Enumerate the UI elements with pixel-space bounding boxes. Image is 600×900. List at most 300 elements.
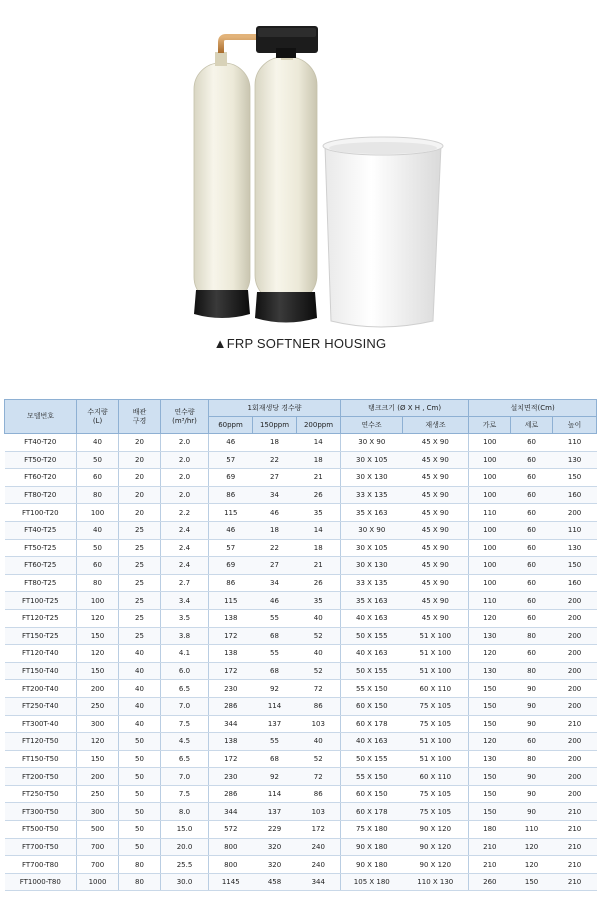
- cell-model: FT120-T50: [5, 733, 77, 751]
- table-row: [5, 486, 597, 504]
- cell-pipe: 40: [119, 697, 161, 715]
- cell-height: 150: [553, 469, 597, 487]
- cell-softener-tank: 60 X 150: [341, 785, 403, 803]
- cell-resin: 120: [77, 733, 119, 751]
- cell-softener-tank: 55 X 150: [341, 680, 403, 698]
- cell-60ppm: 800: [209, 856, 253, 874]
- cell-150ppm: 55: [253, 645, 297, 663]
- cell-200ppm: 240: [297, 838, 341, 856]
- table-row: [5, 803, 597, 821]
- cell-200ppm: 21: [297, 557, 341, 575]
- control-valve: [256, 26, 318, 58]
- table-row: [5, 838, 597, 856]
- cell-width: 120: [469, 645, 511, 663]
- cell-resin: 40: [77, 434, 119, 452]
- cell-height: 210: [553, 821, 597, 839]
- cell-width: 100: [469, 469, 511, 487]
- cell-model: FT250-T50: [5, 785, 77, 803]
- cell-height: 210: [553, 856, 597, 874]
- cell-brine-tank: 45 X 90: [403, 574, 469, 592]
- cell-height: 210: [553, 803, 597, 821]
- cell-softener-tank: 90 X 180: [341, 856, 403, 874]
- cell-flow: 2.4: [161, 557, 209, 575]
- cell-60ppm: 86: [209, 486, 253, 504]
- cell-model: FT150-T50: [5, 750, 77, 768]
- cell-height: 200: [553, 504, 597, 522]
- cell-depth: 60: [511, 574, 553, 592]
- cell-width: 210: [469, 856, 511, 874]
- cell-softener-tank: 33 X 135: [341, 574, 403, 592]
- cell-softener-tank: 60 X 178: [341, 803, 403, 821]
- cell-depth: 90: [511, 803, 553, 821]
- table-row: [5, 434, 597, 452]
- cell-resin: 1000: [77, 873, 119, 891]
- cell-softener-tank: 60 X 150: [341, 697, 403, 715]
- cell-60ppm: 800: [209, 838, 253, 856]
- cell-60ppm: 286: [209, 697, 253, 715]
- cell-resin: 700: [77, 838, 119, 856]
- cell-depth: 90: [511, 715, 553, 733]
- spec-table-body: [5, 434, 597, 891]
- cell-200ppm: 40: [297, 733, 341, 751]
- cell-brine-tank: 90 X 120: [403, 856, 469, 874]
- cell-resin: 80: [77, 574, 119, 592]
- cell-brine-tank: 45 X 90: [403, 521, 469, 539]
- cell-pipe: 25: [119, 592, 161, 610]
- cell-softener-tank: 75 X 180: [341, 821, 403, 839]
- header-depth: 세로: [511, 417, 553, 434]
- cell-flow: 2.0: [161, 469, 209, 487]
- cell-model: FT300-T50: [5, 803, 77, 821]
- header-150ppm: 150ppm: [253, 417, 297, 434]
- cell-width: 100: [469, 574, 511, 592]
- cell-200ppm: 86: [297, 785, 341, 803]
- header-row-top: [5, 400, 597, 417]
- cell-model: FT50-T25: [5, 539, 77, 557]
- cell-brine-tank: 60 X 110: [403, 680, 469, 698]
- cell-resin: 50: [77, 539, 119, 557]
- cell-150ppm: 68: [253, 662, 297, 680]
- cell-resin: 50: [77, 451, 119, 469]
- cell-pipe: 25: [119, 557, 161, 575]
- right-softener-tank: [255, 48, 317, 323]
- cell-model: FT150-T40: [5, 662, 77, 680]
- cell-model: FT700-T50: [5, 838, 77, 856]
- cell-depth: 80: [511, 627, 553, 645]
- cell-flow: 2.4: [161, 521, 209, 539]
- cell-150ppm: 68: [253, 627, 297, 645]
- cell-resin: 200: [77, 680, 119, 698]
- cell-depth: 150: [511, 873, 553, 891]
- cell-softener-tank: 30 X 90: [341, 521, 403, 539]
- cell-flow: 2.0: [161, 434, 209, 452]
- cell-brine-tank: 45 X 90: [403, 434, 469, 452]
- header-height: 높이: [553, 417, 597, 434]
- cell-width: 180: [469, 821, 511, 839]
- cell-pipe: 50: [119, 803, 161, 821]
- cell-flow: 4.5: [161, 733, 209, 751]
- cell-softener-tank: 55 X 150: [341, 768, 403, 786]
- cell-resin: 150: [77, 750, 119, 768]
- cell-150ppm: 46: [253, 504, 297, 522]
- cell-brine-tank: 45 X 90: [403, 451, 469, 469]
- table-row: [5, 680, 597, 698]
- table-row: [5, 785, 597, 803]
- table-row: [5, 715, 597, 733]
- cell-pipe: 40: [119, 645, 161, 663]
- table-row: [5, 609, 597, 627]
- cell-height: 200: [553, 785, 597, 803]
- cell-pipe: 50: [119, 750, 161, 768]
- cell-depth: 60: [511, 469, 553, 487]
- cell-pipe: 50: [119, 821, 161, 839]
- cell-flow: 2.4: [161, 539, 209, 557]
- cell-width: 100: [469, 557, 511, 575]
- table-row: [5, 592, 597, 610]
- cell-pipe: 40: [119, 680, 161, 698]
- cell-flow: 2.2: [161, 504, 209, 522]
- cell-softener-tank: 105 X 180: [341, 873, 403, 891]
- cell-softener-tank: 40 X 163: [341, 733, 403, 751]
- cell-200ppm: 103: [297, 715, 341, 733]
- cell-150ppm: 68: [253, 750, 297, 768]
- cell-pipe: 50: [119, 768, 161, 786]
- cell-150ppm: 137: [253, 803, 297, 821]
- cell-model: FT200-T40: [5, 680, 77, 698]
- cell-height: 210: [553, 838, 597, 856]
- cell-resin: 100: [77, 592, 119, 610]
- cell-pipe: 20: [119, 434, 161, 452]
- header-regen-group: 1회재생당 경수량: [209, 400, 341, 417]
- cell-model: FT150-T25: [5, 627, 77, 645]
- cell-softener-tank: 33 X 135: [341, 486, 403, 504]
- cell-flow: 7.0: [161, 697, 209, 715]
- cell-width: 150: [469, 715, 511, 733]
- cell-60ppm: 1145: [209, 873, 253, 891]
- cell-resin: 60: [77, 469, 119, 487]
- cell-flow: 6.5: [161, 750, 209, 768]
- cell-brine-tank: 110 X 130: [403, 873, 469, 891]
- cell-resin: 200: [77, 768, 119, 786]
- cell-60ppm: 172: [209, 627, 253, 645]
- cell-brine-tank: 45 X 90: [403, 557, 469, 575]
- cell-height: 200: [553, 609, 597, 627]
- cell-softener-tank: 50 X 155: [341, 627, 403, 645]
- cell-150ppm: 22: [253, 539, 297, 557]
- cell-model: FT40-T20: [5, 434, 77, 452]
- cell-resin: 40: [77, 521, 119, 539]
- cell-brine-tank: 51 X 100: [403, 750, 469, 768]
- cell-200ppm: 52: [297, 750, 341, 768]
- cell-200ppm: 35: [297, 504, 341, 522]
- cell-150ppm: 22: [253, 451, 297, 469]
- cell-flow: 3.5: [161, 609, 209, 627]
- cell-150ppm: 114: [253, 785, 297, 803]
- cell-width: 110: [469, 504, 511, 522]
- copper-pipe: [221, 37, 258, 53]
- cell-150ppm: 34: [253, 574, 297, 592]
- header-tank-group: 탱크크기 (Ø X H , Cm): [341, 400, 469, 417]
- header-softener-tank: 연수조: [341, 417, 403, 434]
- cell-200ppm: 240: [297, 856, 341, 874]
- cell-flow: 7.5: [161, 715, 209, 733]
- cell-depth: 60: [511, 504, 553, 522]
- cell-model: FT80-T20: [5, 486, 77, 504]
- table-row: [5, 627, 597, 645]
- cell-flow: 2.0: [161, 486, 209, 504]
- cell-resin: 300: [77, 803, 119, 821]
- cell-pipe: 25: [119, 521, 161, 539]
- cell-depth: 120: [511, 856, 553, 874]
- cell-softener-tank: 50 X 155: [341, 662, 403, 680]
- cell-60ppm: 69: [209, 469, 253, 487]
- cell-model: FT100-T25: [5, 592, 77, 610]
- cell-model: FT700-T80: [5, 856, 77, 874]
- cell-height: 130: [553, 451, 597, 469]
- cell-resin: 60: [77, 557, 119, 575]
- brine-tank: [323, 137, 443, 327]
- cell-200ppm: 103: [297, 803, 341, 821]
- cell-60ppm: 286: [209, 785, 253, 803]
- cell-model: FT60-T25: [5, 557, 77, 575]
- cell-200ppm: 86: [297, 697, 341, 715]
- cell-flow: 15.0: [161, 821, 209, 839]
- cell-150ppm: 137: [253, 715, 297, 733]
- cell-depth: 90: [511, 768, 553, 786]
- cell-pipe: 50: [119, 838, 161, 856]
- cell-flow: 2.0: [161, 451, 209, 469]
- cell-softener-tank: 35 X 163: [341, 592, 403, 610]
- cell-depth: 60: [511, 592, 553, 610]
- cell-model: FT50-T20: [5, 451, 77, 469]
- cell-150ppm: 92: [253, 680, 297, 698]
- cell-pipe: 20: [119, 504, 161, 522]
- cell-height: 200: [553, 662, 597, 680]
- cell-150ppm: 18: [253, 521, 297, 539]
- cell-60ppm: 86: [209, 574, 253, 592]
- cell-height: 110: [553, 434, 597, 452]
- cell-resin: 120: [77, 609, 119, 627]
- cell-model: FT250-T40: [5, 697, 77, 715]
- cell-brine-tank: 90 X 120: [403, 821, 469, 839]
- cell-height: 160: [553, 574, 597, 592]
- cell-flow: 7.0: [161, 768, 209, 786]
- header-width: 가로: [469, 417, 511, 434]
- cell-brine-tank: 51 X 100: [403, 627, 469, 645]
- cell-depth: 60: [511, 539, 553, 557]
- cell-brine-tank: 51 X 100: [403, 733, 469, 751]
- cell-200ppm: 52: [297, 627, 341, 645]
- cell-pipe: 20: [119, 469, 161, 487]
- table-row: [5, 504, 597, 522]
- cell-brine-tank: 51 X 100: [403, 645, 469, 663]
- cell-pipe: 25: [119, 627, 161, 645]
- header-resin: 수지량 (L): [77, 400, 119, 434]
- cell-resin: 300: [77, 715, 119, 733]
- cell-resin: 250: [77, 785, 119, 803]
- cell-width: 110: [469, 592, 511, 610]
- table-row: [5, 469, 597, 487]
- cell-200ppm: 21: [297, 469, 341, 487]
- cell-150ppm: 27: [253, 469, 297, 487]
- cell-height: 200: [553, 733, 597, 751]
- cell-resin: 100: [77, 504, 119, 522]
- cell-resin: 250: [77, 697, 119, 715]
- cell-60ppm: 115: [209, 592, 253, 610]
- table-row: [5, 733, 597, 751]
- cell-150ppm: 229: [253, 821, 297, 839]
- cell-flow: 8.0: [161, 803, 209, 821]
- cell-height: 200: [553, 592, 597, 610]
- cell-width: 150: [469, 680, 511, 698]
- cell-softener-tank: 60 X 178: [341, 715, 403, 733]
- cell-200ppm: 72: [297, 680, 341, 698]
- table-row: [5, 768, 597, 786]
- cell-pipe: 25: [119, 574, 161, 592]
- cell-60ppm: 138: [209, 733, 253, 751]
- cell-model: FT200-T50: [5, 768, 77, 786]
- cell-pipe: 40: [119, 662, 161, 680]
- cell-softener-tank: 90 X 180: [341, 838, 403, 856]
- cell-brine-tank: 45 X 90: [403, 592, 469, 610]
- cell-pipe: 50: [119, 733, 161, 751]
- cell-depth: 60: [511, 557, 553, 575]
- cell-brine-tank: 45 X 90: [403, 539, 469, 557]
- cell-depth: 60: [511, 645, 553, 663]
- cell-resin: 700: [77, 856, 119, 874]
- cell-flow: 25.5: [161, 856, 209, 874]
- cell-width: 150: [469, 803, 511, 821]
- cell-150ppm: 46: [253, 592, 297, 610]
- cell-60ppm: 46: [209, 434, 253, 452]
- cell-200ppm: 14: [297, 434, 341, 452]
- cell-60ppm: 172: [209, 662, 253, 680]
- cell-pipe: 40: [119, 715, 161, 733]
- cell-height: 200: [553, 750, 597, 768]
- cell-softener-tank: 40 X 163: [341, 645, 403, 663]
- cell-150ppm: 320: [253, 856, 297, 874]
- cell-model: FT120-T25: [5, 609, 77, 627]
- cell-depth: 90: [511, 680, 553, 698]
- cell-width: 100: [469, 451, 511, 469]
- table-row: [5, 539, 597, 557]
- cell-width: 130: [469, 662, 511, 680]
- cell-brine-tank: 45 X 90: [403, 486, 469, 504]
- cell-height: 200: [553, 627, 597, 645]
- table-row: [5, 521, 597, 539]
- cell-200ppm: 14: [297, 521, 341, 539]
- product-caption: ▲FRP SOFTNER HOUSING: [213, 336, 387, 351]
- header-install-group: 설치면적(Cm): [469, 400, 597, 417]
- cell-width: 130: [469, 750, 511, 768]
- cell-width: 100: [469, 486, 511, 504]
- cell-pipe: 80: [119, 856, 161, 874]
- table-row: [5, 662, 597, 680]
- cell-flow: 3.8: [161, 627, 209, 645]
- cell-depth: 60: [511, 521, 553, 539]
- cell-resin: 120: [77, 645, 119, 663]
- cell-brine-tank: 75 X 105: [403, 697, 469, 715]
- cell-150ppm: 114: [253, 697, 297, 715]
- cell-model: FT60-T20: [5, 469, 77, 487]
- table-row: [5, 856, 597, 874]
- left-softener-tank: [194, 52, 250, 318]
- cell-60ppm: 572: [209, 821, 253, 839]
- cell-flow: 7.5: [161, 785, 209, 803]
- product-photo: [0, 0, 600, 360]
- cell-60ppm: 138: [209, 609, 253, 627]
- cell-brine-tank: 45 X 90: [403, 609, 469, 627]
- cell-200ppm: 18: [297, 451, 341, 469]
- cell-60ppm: 115: [209, 504, 253, 522]
- header-pipe: 배관 구경: [119, 400, 161, 434]
- cell-height: 200: [553, 680, 597, 698]
- cell-softener-tank: 40 X 163: [341, 609, 403, 627]
- cell-model: FT40-T25: [5, 521, 77, 539]
- cell-resin: 150: [77, 662, 119, 680]
- table-row: [5, 557, 597, 575]
- cell-resin: 80: [77, 486, 119, 504]
- cell-200ppm: 35: [297, 592, 341, 610]
- cell-brine-tank: 60 X 110: [403, 768, 469, 786]
- table-row: [5, 645, 597, 663]
- cell-200ppm: 40: [297, 609, 341, 627]
- cell-softener-tank: 30 X 90: [341, 434, 403, 452]
- cell-200ppm: 40: [297, 645, 341, 663]
- cell-60ppm: 172: [209, 750, 253, 768]
- cell-brine-tank: 51 X 100: [403, 662, 469, 680]
- cell-60ppm: 230: [209, 680, 253, 698]
- table-row: [5, 451, 597, 469]
- cell-width: 150: [469, 785, 511, 803]
- cell-height: 210: [553, 873, 597, 891]
- cell-150ppm: 458: [253, 873, 297, 891]
- cell-flow: 3.4: [161, 592, 209, 610]
- cell-150ppm: 27: [253, 557, 297, 575]
- cell-depth: 90: [511, 785, 553, 803]
- cell-200ppm: 26: [297, 574, 341, 592]
- table-row: [5, 697, 597, 715]
- cell-height: 210: [553, 715, 597, 733]
- cell-flow: 30.0: [161, 873, 209, 891]
- cell-brine-tank: 45 X 90: [403, 504, 469, 522]
- cell-flow: 4.1: [161, 645, 209, 663]
- cell-200ppm: 52: [297, 662, 341, 680]
- spec-table: [4, 399, 597, 891]
- cell-height: 160: [553, 486, 597, 504]
- cell-pipe: 25: [119, 539, 161, 557]
- cell-150ppm: 55: [253, 609, 297, 627]
- cell-pipe: 80: [119, 873, 161, 891]
- table-row: [5, 821, 597, 839]
- cell-60ppm: 344: [209, 803, 253, 821]
- cell-150ppm: 55: [253, 733, 297, 751]
- cell-width: 130: [469, 627, 511, 645]
- cell-model: FT300T-40: [5, 715, 77, 733]
- cell-depth: 60: [511, 451, 553, 469]
- cell-height: 130: [553, 539, 597, 557]
- cell-depth: 60: [511, 486, 553, 504]
- cell-flow: 20.0: [161, 838, 209, 856]
- cell-flow: 6.5: [161, 680, 209, 698]
- header-model: 모델번호: [5, 400, 77, 434]
- cell-depth: 80: [511, 750, 553, 768]
- cell-width: 100: [469, 434, 511, 452]
- cell-width: 150: [469, 697, 511, 715]
- cell-pipe: 20: [119, 486, 161, 504]
- cell-resin: 500: [77, 821, 119, 839]
- header-brine-tank: 재생조: [403, 417, 469, 434]
